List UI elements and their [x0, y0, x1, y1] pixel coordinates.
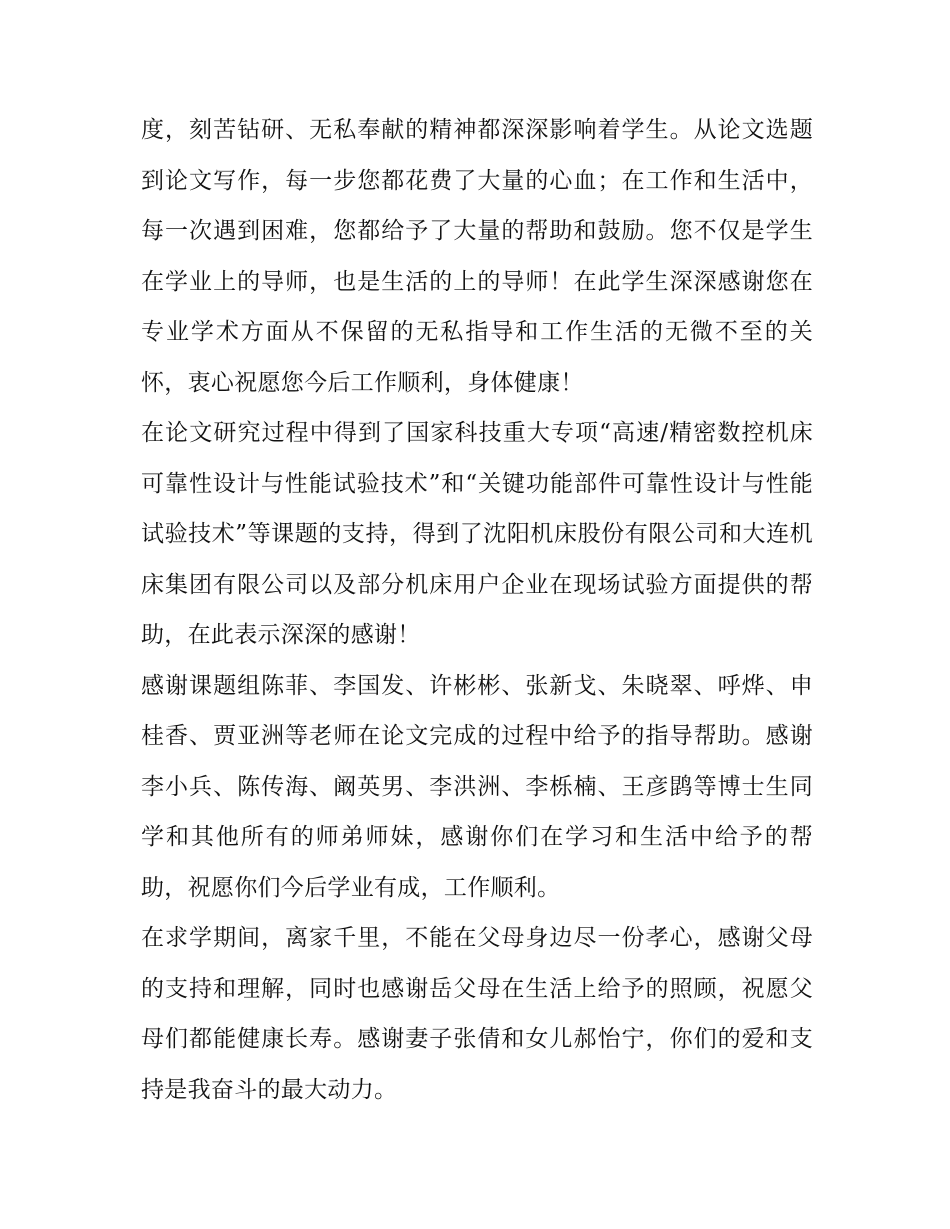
acknowledgement-body — [141, 105, 813, 1115]
paragraph-colleagues-thanks: 感谢课题组陈菲、李国发、许彬彬、张新戈、朱晓翠、呼烨、申桂香、贾亚洲等老师在论文完成的过程中给予的指导帮助。感谢李小兵、陈传海、阚英男、李洪洲、李栎楠、王彦鹍等博士生同学和其他所有的师弟师妹，感谢你们在学习和生活中给予的帮助，祝愿你们今后学业有成，工作顺利。 — [141, 672, 813, 901]
paragraph-mentor-thanks: 度，刻苦钻研、无私奉献的精神都深深影响着学生。从论文选题到论文写作，每一步您都花费了大量的心血；在工作和生活中，每一次遇到困难，您都给予了大量的帮助和鼓励。您不仅是学生在学业上的导师，也是生活的上的导师！在此学生深深感谢您在专业学术方面从不保留的无私指导和工作生活的无微不至的关怀，衷心祝愿您今后工作顺利，身体健康！ — [141, 117, 813, 396]
paragraph-family-thanks: 在求学期间，离家千里，不能在父母身边尽一份孝心，感谢父母的支持和理解，同时也感谢岳父母在生活上给予的照顾，祝愿父母们都能健康长寿。感谢妻子张倩和女儿郝怡宁，你们的爱和支持是我奋斗的最大动力。 — [141, 925, 813, 1103]
paragraph-project-support: 在论文研究过程中得到了国家科技重大专项“高速/精密数控机床可靠性设计与性能试验技术”和“关键功能部件可靠性设计与性能试验技术”等课题的支持，得到了沈阳机床股份有限公司和大连机床集团有限公司以及部分机床用户企业在现场试验方面提供的帮助，在此表示深深的感谢！ — [141, 420, 813, 648]
